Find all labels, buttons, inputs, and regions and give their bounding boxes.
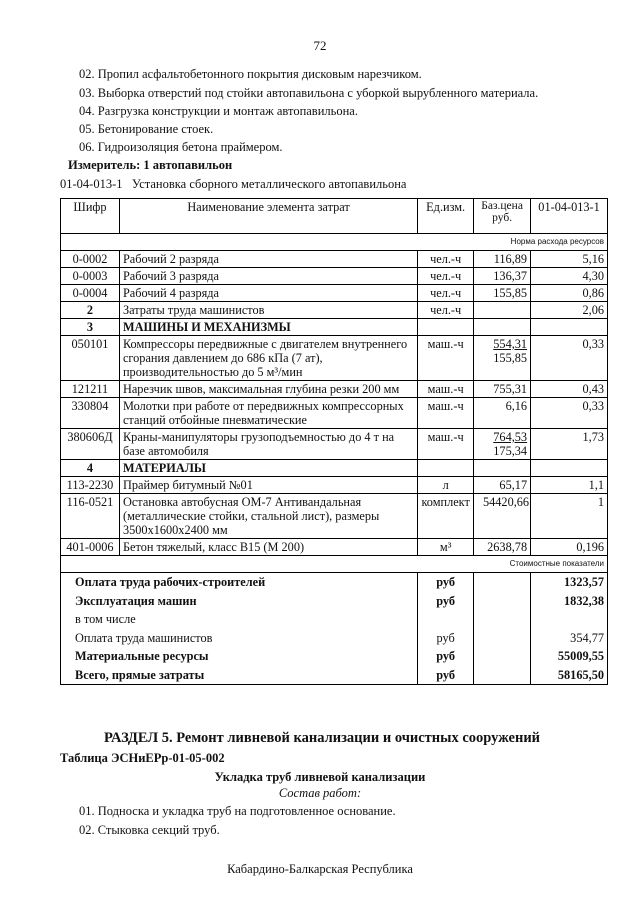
- row-name: Рабочий 4 разряда: [119, 285, 417, 302]
- table-row: [61, 381, 608, 398]
- row-value: 0,43: [531, 381, 608, 398]
- row-unit: чел.-ч: [418, 251, 474, 268]
- row-price: 136,37: [474, 268, 531, 285]
- row-price: 2638,78: [474, 539, 531, 556]
- row-price-labor: 175,34: [493, 444, 528, 458]
- summary-label: Оплата труда рабочих-строителей: [61, 573, 418, 592]
- row-name: Молотки при работе от передвижных компрессорных станций отбойные пневматические: [119, 398, 417, 429]
- page-number: 72: [313, 38, 327, 53]
- row-name: Бетон тяжелый, класс В15 (М 200): [119, 539, 417, 556]
- row-value: 1,1: [531, 477, 608, 494]
- row-name: Нарезчик швов, максимальная глубина резки 200 мм: [119, 381, 417, 398]
- row-code: 0-0004: [61, 285, 120, 302]
- summary-row: [61, 573, 608, 592]
- header-price: Баз.цена руб.: [474, 199, 531, 234]
- summary-row: [61, 666, 608, 685]
- row-name: МАТЕРИАЛЫ: [119, 460, 417, 477]
- work-item: 03. Выборка отверстий под стойки автопавильона с уборкой вырубленного материала.: [79, 86, 539, 100]
- summary-row: [61, 629, 608, 648]
- row-price-main: 764,53: [493, 430, 528, 444]
- row-name: Остановка автобусная ОМ-7 Антивандальная (металлические стойки, стальной лист), размеры 3500х1600х2400 мм: [119, 494, 417, 539]
- resource-table: [60, 198, 608, 685]
- row-value: 0,196: [531, 539, 608, 556]
- work-item: 05. Бетонирование стоек.: [79, 122, 214, 136]
- summary-value: 354,77: [531, 629, 608, 648]
- work-item: 02. Пропил асфальтобетонного покрытия дисковым нарезчиком.: [79, 67, 422, 81]
- row-price-labor: 155,85: [493, 351, 528, 365]
- row-value: 2,06: [531, 302, 608, 319]
- row-code: 116-0521: [61, 494, 120, 539]
- cost-caption-row: [61, 556, 608, 573]
- row-code: 0-0002: [61, 251, 120, 268]
- summary-unit: руб: [418, 592, 474, 611]
- summary-label: в том числе: [61, 610, 418, 629]
- summary-value: [531, 610, 608, 629]
- measure-unit: Измеритель: 1 автопавильон: [68, 158, 233, 172]
- table-code: Таблица ЭСНиЕРр-01-05-002: [60, 751, 225, 765]
- row-price: 6,16: [474, 398, 531, 429]
- summary-value: 1323,57: [531, 573, 608, 592]
- summary-unit: [418, 610, 474, 629]
- row-name: Компрессоры передвижные с двигателем внутреннего сгорания давлением до 686 кПа (7 ат), производительностью до 5 м³/мин: [119, 336, 417, 381]
- summary-row: [61, 610, 608, 629]
- row-name: Рабочий 3 разряда: [119, 268, 417, 285]
- summary-label: Всего, прямые затраты: [61, 666, 418, 685]
- table-row: [61, 539, 608, 556]
- summary-label: Материальные ресурсы: [61, 647, 418, 666]
- work-item: 02. Стыковка секций труб.: [79, 823, 220, 837]
- row-price: [474, 336, 531, 381]
- row-code: 4: [61, 460, 120, 477]
- row-code: 2: [61, 302, 120, 319]
- row-unit: м³: [418, 539, 474, 556]
- row-name: Затраты труда машинистов: [119, 302, 417, 319]
- table-row: [61, 302, 608, 319]
- row-unit: маш.-ч: [418, 398, 474, 429]
- work-item: 06. Гидроизоляция бетона праймером.: [79, 140, 283, 154]
- header-code: Шифр: [61, 199, 120, 234]
- summary-value: 58165,50: [531, 666, 608, 685]
- norm-caption: Норма расхода ресурсов: [474, 234, 608, 251]
- row-price: 54420,66: [474, 494, 531, 539]
- norm-caption-row: [61, 234, 608, 251]
- row-price: 755,31: [474, 381, 531, 398]
- table-row: [61, 429, 608, 460]
- section-title: РАЗДЕЛ 5. Ремонт ливневой канализации и очистных сооружений: [104, 730, 541, 746]
- table-row: [61, 336, 608, 381]
- summary-label: Оплата труда машинистов: [61, 629, 418, 648]
- table-row: [61, 285, 608, 302]
- row-value: 5,16: [531, 251, 608, 268]
- row-name: Краны-манипуляторы грузоподъемностью до 4 т на базе автомобиля: [119, 429, 417, 460]
- row-unit: маш.-ч: [418, 381, 474, 398]
- row-name: Рабочий 2 разряда: [119, 251, 417, 268]
- row-value: 1,73: [531, 429, 608, 460]
- norm-code: 01-04-013-1: [60, 177, 123, 191]
- row-code: 380606Д: [61, 429, 120, 460]
- summary-unit: руб: [418, 666, 474, 685]
- header-unit: Ед.изм.: [418, 199, 474, 234]
- norm-title: Установка сборного металлического автопавильона: [131, 177, 407, 191]
- row-code: 050101: [61, 336, 120, 381]
- table-row: [61, 251, 608, 268]
- row-price: [474, 429, 531, 460]
- row-code: 121211: [61, 381, 120, 398]
- table-header-row: [61, 199, 608, 234]
- composition-label: Состав работ:: [278, 786, 362, 800]
- row-price: 116,89: [474, 251, 531, 268]
- summary-row: [61, 647, 608, 666]
- row-unit: чел.-ч: [418, 268, 474, 285]
- row-unit: маш.-ч: [418, 336, 474, 381]
- row-unit: чел.-ч: [418, 285, 474, 302]
- row-unit: комплект: [418, 494, 474, 539]
- table-row: [61, 494, 608, 539]
- summary-label: Эксплуатация машин: [61, 592, 418, 611]
- summary-row: [61, 592, 608, 611]
- table-row: [61, 398, 608, 429]
- row-name: Праймер битумный №01: [119, 477, 417, 494]
- row-price: 65,17: [474, 477, 531, 494]
- row-unit: чел.-ч: [418, 302, 474, 319]
- work-item: 04. Разгрузка конструкции и монтаж автопавильона.: [79, 104, 358, 118]
- table-section-row: [61, 319, 608, 336]
- row-unit: л: [418, 477, 474, 494]
- row-code: 3: [61, 319, 120, 336]
- row-price: [474, 302, 531, 319]
- summary-value: 55009,55: [531, 647, 608, 666]
- cost-caption: Стоимостные показатели: [474, 556, 608, 573]
- header-norm: 01-04-013-1: [531, 199, 608, 234]
- work-title: Укладка труб ливневой канализации: [214, 770, 426, 784]
- row-price-main: 554,31: [493, 337, 528, 351]
- row-name: МАШИНЫ И МЕХАНИЗМЫ: [119, 319, 417, 336]
- summary-value: 1832,38: [531, 592, 608, 611]
- row-price: 155,85: [474, 285, 531, 302]
- row-value: 1: [531, 494, 608, 539]
- work-item: 01. Подноска и укладка труб на подготовленное основание.: [79, 804, 396, 818]
- row-value: 4,30: [531, 268, 608, 285]
- row-code: 0-0003: [61, 268, 120, 285]
- summary-unit: руб: [418, 573, 474, 592]
- row-value: 0,33: [531, 398, 608, 429]
- row-value: 0,33: [531, 336, 608, 381]
- table-section-row: [61, 460, 608, 477]
- header-name: Наименование элемента затрат: [119, 199, 417, 234]
- summary-unit: руб: [418, 629, 474, 648]
- summary-unit: руб: [418, 647, 474, 666]
- footer-region: Кабардино-Балкарская Республика: [227, 862, 413, 876]
- table-row: [61, 268, 608, 285]
- norm-heading: [60, 177, 406, 192]
- row-value: 0,86: [531, 285, 608, 302]
- row-unit: маш.-ч: [418, 429, 474, 460]
- row-code: 330804: [61, 398, 120, 429]
- row-code: 401-0006: [61, 539, 120, 556]
- row-code: 113-2230: [61, 477, 120, 494]
- table-row: [61, 477, 608, 494]
